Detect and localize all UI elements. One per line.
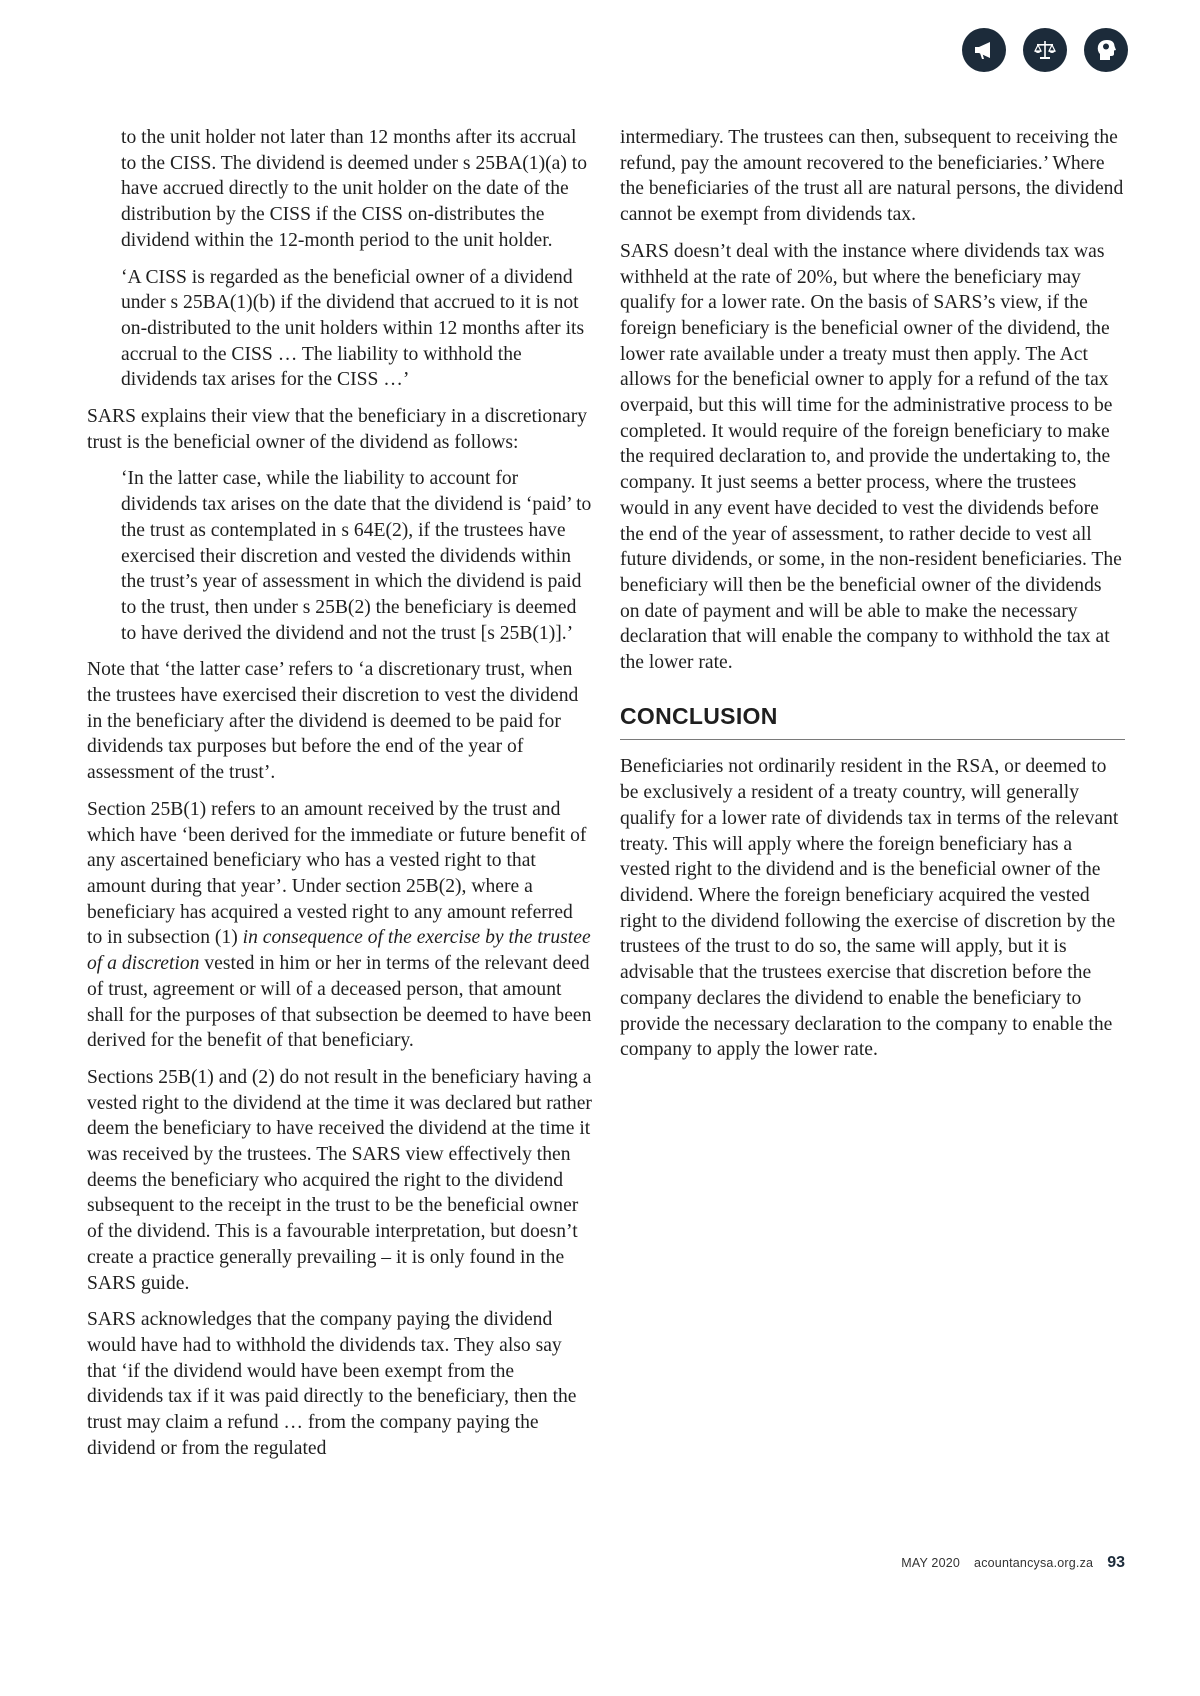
- scales-icon: [1023, 28, 1067, 72]
- section-icons: [962, 28, 1128, 72]
- block-quote: ‘In the latter case, while the liability to account for dividends tax arises on the date that the dividend is ‘paid’ to the trust as contemplated in s 64E(2), if the trustees have exercised their discretion and vested the dividends within the trust’s year of assessment in which the dividend is paid to the trust, then under s 25B(2) the beneficiary is deemed to have derived the dividend and not the trust [s 25B(1)].’: [121, 468, 592, 644]
- right-column: [620, 125, 1125, 1074]
- megaphone-icon: [962, 28, 1006, 72]
- emphasized-text: in consequence of the exercise by the trustee of a discretion: [87, 927, 591, 975]
- website-link[interactable]: acountancysa.org.za: [974, 1556, 1094, 1570]
- paragraph-text: Section 25B(1) refers to an amount received by the trust and which have ‘been derived for the immediate or future benefit of any ascertained beneficiary who has a vested right to that amount during that year’. Under section 25B(2), where a beneficiary has acquired a vested right to any amount referred to in subsection (1): [87, 798, 587, 949]
- paragraph: Note that ‘the latter case’ refers to ‘a discretionary trust, when the trustees have exercised their discretion to vest the dividend in the beneficiary after the dividend is deemed to be paid for dividends tax purposes but before the end of the year of assessment of the trust’.: [87, 659, 579, 784]
- paragraph: to the unit holder not later than 12 months after its accrual to the CISS. The dividend is deemed under s 25BA(1)(a) to have accrued directly to the unit holder on the date of the distribution by the CISS if the CISS on-distributes the dividend within the 12-month period to the unit holder.: [121, 127, 588, 251]
- issue-date: MAY 2020: [901, 1556, 961, 1570]
- paragraph-text: vested in him or her in terms of the relevant deed of trust, agreement or will of a deceased person, that amount shall for the purposes of that subsection be deemed to have been derived for the benefit of that beneficiary.: [87, 953, 592, 1052]
- page-footer: [901, 1554, 1125, 1572]
- section-heading: CONCLUSION: [620, 704, 1125, 741]
- page-number: 93: [1107, 1554, 1125, 1571]
- paragraph: Beneficiaries not ordinarily resident in the RSA, or deemed to be exclusively a resident of a treaty country, will generally qualify for a lower rate of dividends tax in terms of the relevant treaty. This will apply where the foreign beneficiary has a vested right to the dividend and is the beneficial owner of the dividend. Where the foreign beneficiary acquired the vested right to the dividend following the exercise of discretion by the trustees of the trust to do so, the same will apply, but it is advisable that the trustees exercise that discretion before the company declares the dividend to enable the beneficiary to provide the necessary declaration to the company to enable the company to apply the lower rate.: [620, 756, 1119, 1061]
- block-quote: ‘A CISS is regarded as the beneficial owner of a dividend under s 25BA(1)(b) if the dividend that accrued to it is not on-distributed to the unit holders within 12 months after its accrual to the CISS … The liability to withhold the dividends tax arises for the CISS …’: [121, 266, 585, 391]
- paragraph: SARS explains their view that the beneficiary in a discretionary trust is the beneficial owner of the dividend as follows:: [87, 406, 588, 453]
- paragraph: SARS doesn’t deal with the instance where dividends tax was withheld at the rate of 20%, but where the beneficiary may qualify for a lower rate. On the basis of SARS’s view, if the foreign beneficiary is the beneficial owner of the dividend, the lower rate available under a treaty must then apply. The Act allows for the beneficial owner to apply for a refund of the tax overpaid, but this will time for the administrative process to be completed. It would require of the foreign beneficiary to make the required declaration to, and provide the undertaking to, the company. It just seems a better process, where the trustees would in any event have decided to vest the dividends before the end of the year of assessment, to rather decide to vest all future dividends, or some, in the non-resident beneficiaries. The beneficiary will then be the beneficial owner of the dividends on date of payment and will be able to make the necessary declaration that will enable the company to withhold the tax at the lower rate.: [620, 240, 1122, 674]
- paragraph: SARS acknowledges that the company paying the dividend would have had to withhold the dividends tax. They also say that ‘if the dividend would have been exempt from the dividends tax if it was paid directly to the beneficiary, then the trust may claim a refund … from the company paying the dividend or from the regulated: [87, 1309, 577, 1459]
- paragraph: Sections 25B(1) and (2) do not result in the beneficiary having a vested right to the dividend at the time it was declared but rather deem the beneficiary to have received the dividend at the time it was received by the trustees. The SARS view effectively then deems the beneficiary who acquired the right to the dividend subsequent to the receipt in the trust to be the beneficial owner of the dividend. This is a favourable interpretation, but doesn’t create a practice generally prevailing – it is only found in the SARS guide.: [87, 1066, 592, 1294]
- paragraph: [87, 797, 592, 1054]
- left-column: [87, 125, 592, 1472]
- paragraph: intermediary. The trustees can then, subsequent to receiving the refund, pay the amount recovered to the beneficiaries.’ Where the beneficiaries of the trust all are natural persons, the dividend cannot be exempt from dividends tax.: [620, 127, 1124, 226]
- head-profile-icon: [1084, 28, 1128, 72]
